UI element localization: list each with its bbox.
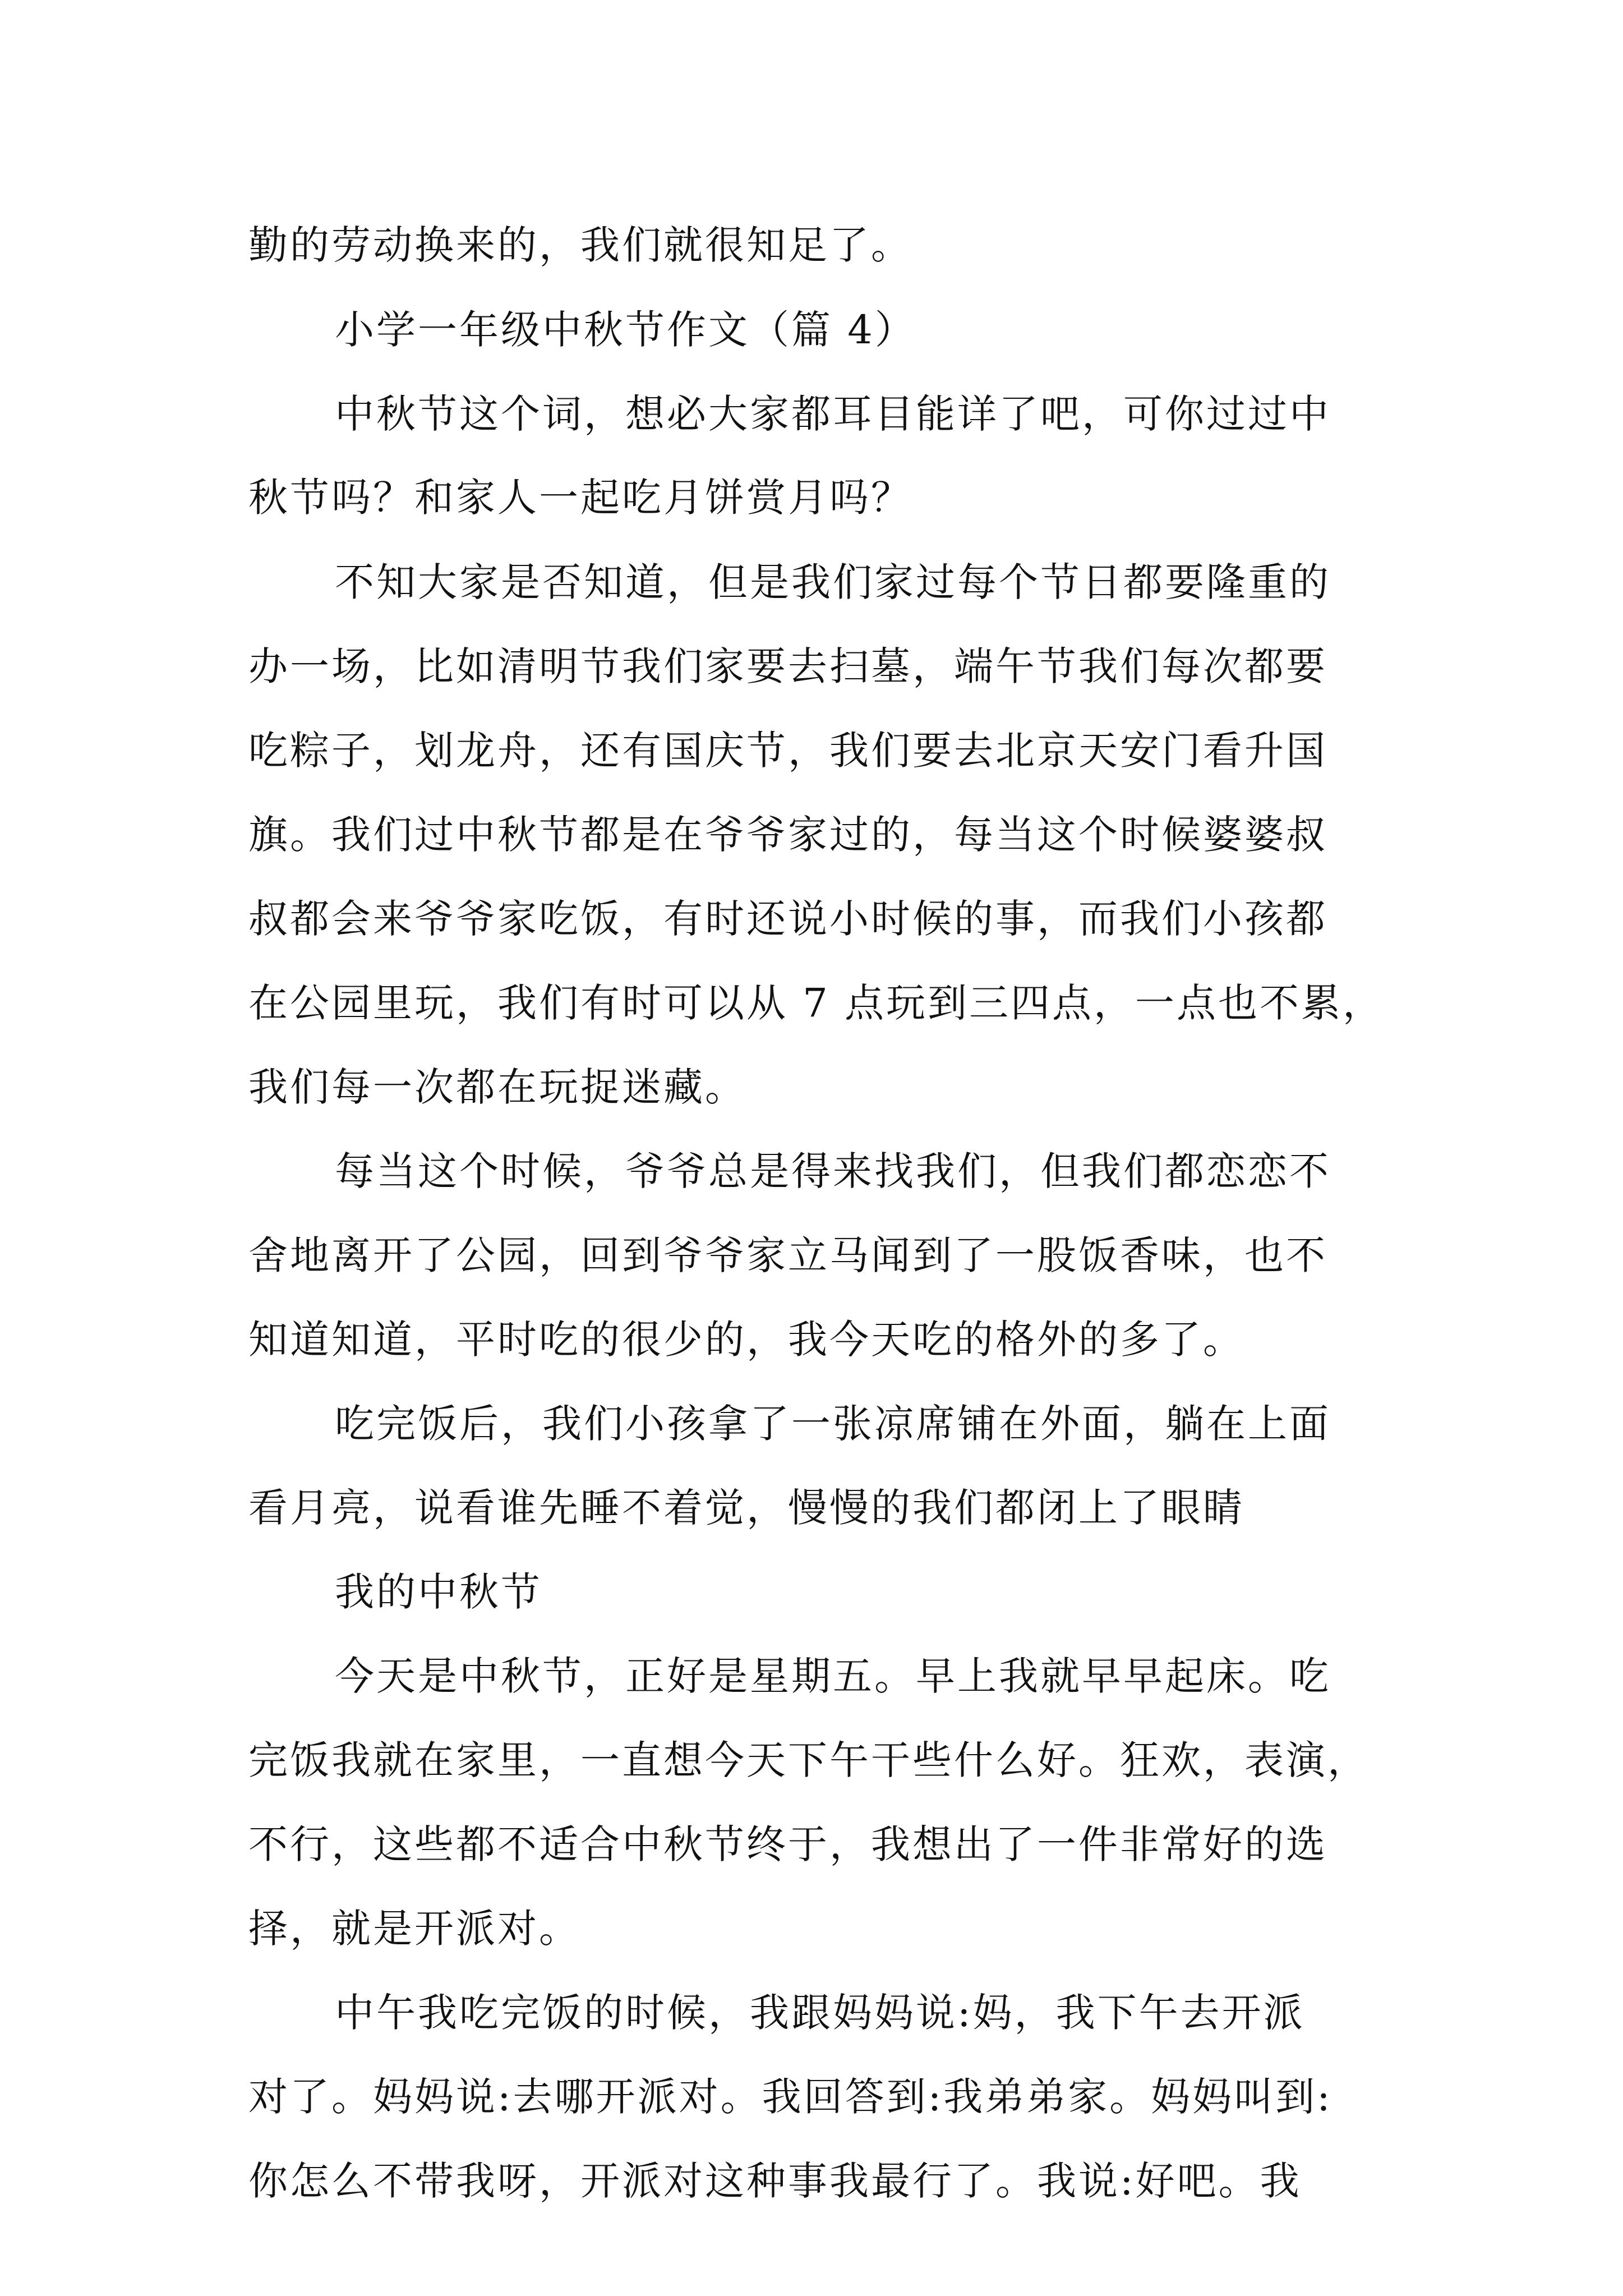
text-line: 秋节吗？和家人一起吃月饼赏月吗？ [248,475,912,521]
section-heading: 我的中秋节 [335,1569,542,1615]
text-line: 我们每一次都在玩捉迷藏。 [248,1064,746,1110]
text-line: 不知大家是否知道，但是我们家过每个节日都要隆重的 [335,559,1331,605]
text-line: 在公园里玩，我们有时可以从 7 点玩到三四点，一点也不累， [248,980,1385,1026]
section-heading: 小学一年级中秋节作文（篇 4） [335,307,916,353]
text-line: 旗。我们过中秋节都是在爷爷家过的，每当这个时候婆婆叔 [248,812,1327,858]
text-line: 中午我吃完饭的时候，我跟妈妈说:妈，我下午去开派 [335,1990,1305,2036]
text-line: 勤的劳动换来的，我们就很知足了。 [248,222,912,268]
text-line: 每当这个时候，爷爷总是得来找我们，但我们都恋恋不 [335,1148,1331,1194]
text-line: 叔都会来爷爷家吃饭，有时还说小时候的事，而我们小孩都 [248,896,1327,942]
text-line: 知道知道，平时吃的很少的，我今天吃的格外的多了。 [248,1317,1244,1363]
text-line: 吃粽子，划龙舟，还有国庆节，我们要去北京天安门看升国 [248,728,1327,774]
text-line: 不行，这些都不适合中秋节终于，我想出了一件非常好的选 [248,1821,1327,1867]
text-line: 吃完饭后，我们小孩拿了一张凉席铺在外面，躺在上面 [335,1401,1331,1447]
text-line: 今天是中秋节，正好是星期五。早上我就早早起床。吃 [335,1653,1331,1699]
text-line: 你怎么不带我呀，开派对这种事我最行了。我说:好吧。我 [248,2158,1302,2204]
text-line: 完饭我就在家里，一直想今天下午干些什么好。狂欢，表演， [248,1737,1369,1783]
text-line: 中秋节这个词，想必大家都耳目能详了吧，可你过过中 [335,391,1331,437]
text-line: 舍地离开了公园，回到爷爷家立马闻到了一股饭香味，也不 [248,1232,1327,1278]
text-line: 看月亮，说看谁先睡不着觉，慢慢的我们都闭上了眼睛 [248,1485,1244,1531]
text-line: 对了。妈妈说:去哪开派对。我回答到:我弟弟家。妈妈叫到: [248,2074,1332,2120]
text-line: 择，就是开派对。 [248,1906,580,1952]
text-line: 办一场，比如清明节我们家要去扫墓，端午节我们每次都要 [248,643,1327,689]
